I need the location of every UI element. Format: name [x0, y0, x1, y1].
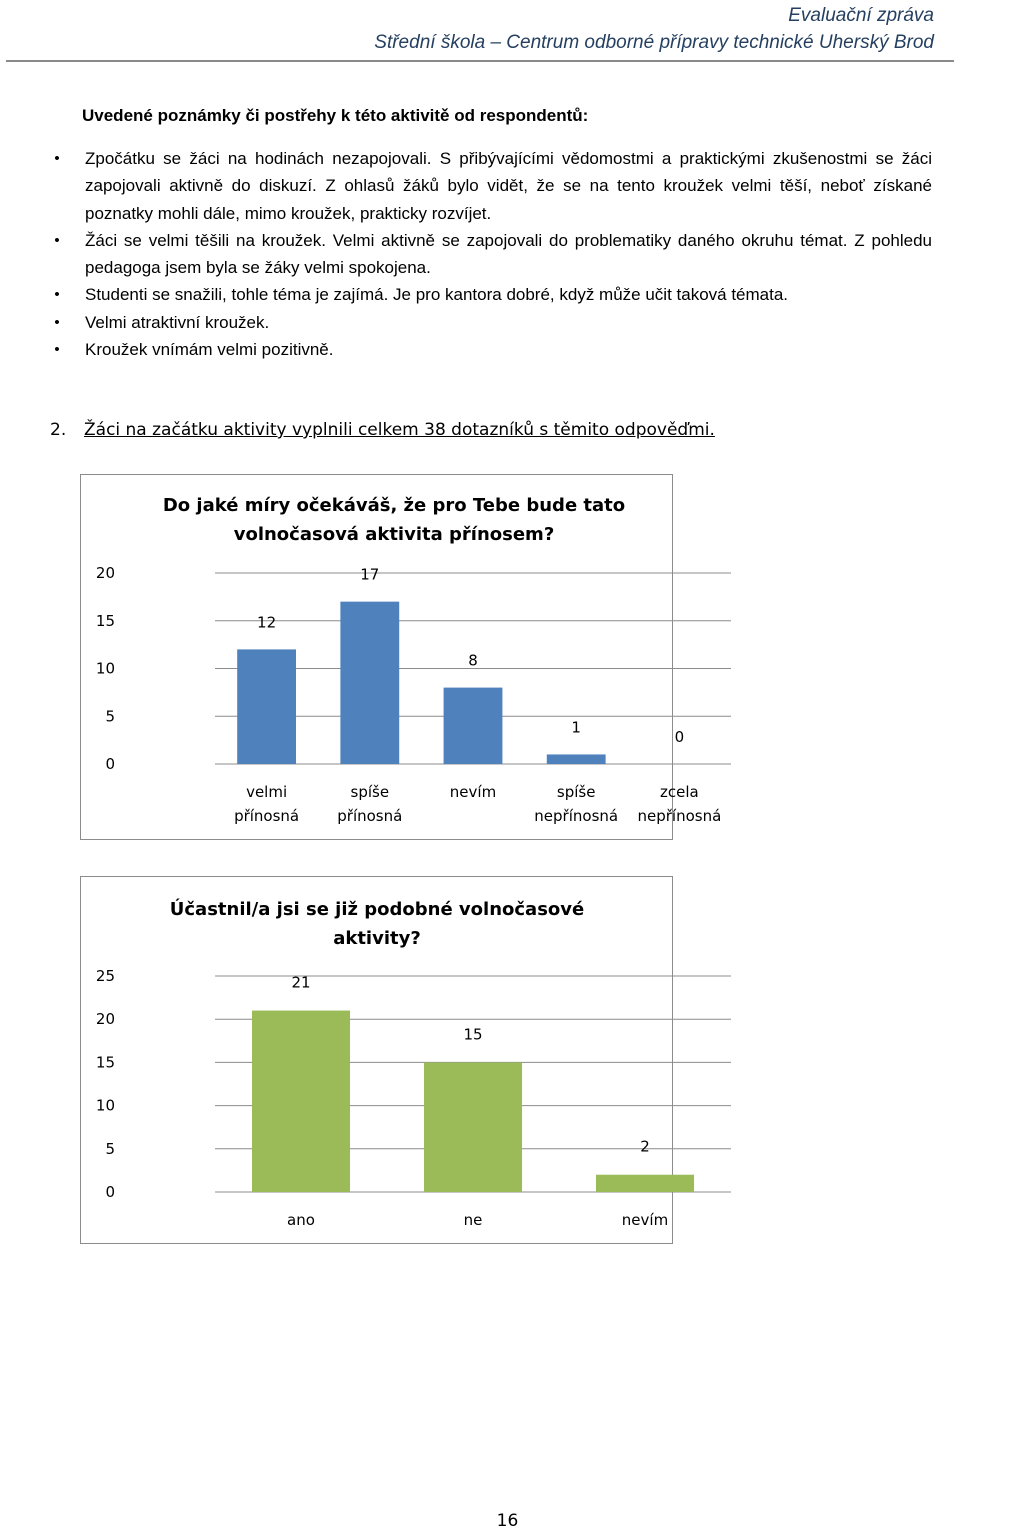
bar	[547, 754, 606, 764]
bar	[596, 1175, 694, 1192]
header-rule	[6, 60, 954, 62]
bar	[424, 1062, 522, 1192]
chart-expected-benefit-svg	[81, 475, 722, 839]
header-title: Evaluační zpráva	[788, 5, 934, 26]
bar	[340, 602, 399, 764]
bar	[237, 649, 296, 764]
notes-list	[46, 145, 932, 363]
y-tick-label: 15	[95, 1053, 115, 1072]
category-label: zcela	[660, 783, 699, 801]
section-text: Žáci na začátku aktivity vyplnili celkem 38 dotazníků s těmito odpověďmi.	[84, 420, 715, 440]
list-item	[46, 281, 932, 308]
bullet-icon: •	[54, 313, 60, 331]
bar	[252, 1011, 350, 1192]
y-tick-label: 20	[95, 1010, 115, 1029]
notes-heading: Uvedené poznámky či postřehy k této aktivitě od respondentů:	[82, 106, 589, 125]
category-label: nevím	[621, 1211, 669, 1229]
note-text: Zpočátku se žáci na hodinách nezapojovali. S přibývajícími vědomostmi a praktickými zkušenostmi se žáci zapojovali aktivně do diskuzí. Z ohlasů žáků bylo vidět, že se na tento kroužek velmi těší, neboť získané poznatky mohli dále, mimo kroužek, prakticky rozvíjet.	[85, 149, 932, 223]
list-item	[46, 227, 932, 282]
chart-title: aktivity?	[333, 928, 421, 949]
data-label: 15	[463, 1025, 483, 1044]
data-label: 21	[291, 973, 311, 992]
note-text: Žáci se velmi těšili na kroužek. Velmi aktivně se zapojovali do problematiky daného okruhu témat. Z pohledu pedagoga jsem byla se žáky velmi spokojena.	[85, 230, 932, 278]
data-label: 8	[468, 651, 478, 670]
bar	[444, 688, 503, 764]
data-label: 12	[257, 613, 277, 632]
header-school: Střední škola – Centrum odborné přípravy technické Uherský Brod	[374, 32, 934, 53]
data-label: 0	[674, 728, 685, 746]
chart-previous-participation	[80, 876, 673, 1244]
chart-title: Do jaké míry očekáváš, že pro Tebe bude tato	[162, 495, 626, 516]
list-item	[46, 336, 932, 363]
chart-previous-participation-svg	[81, 877, 672, 1243]
bullet-icon: •	[54, 150, 60, 167]
bullet-icon: •	[54, 341, 60, 359]
y-tick-label: 5	[105, 707, 115, 726]
category-label: nepřínosná	[637, 807, 722, 825]
data-label: 17	[360, 565, 380, 584]
y-tick-label: 10	[95, 659, 115, 678]
document-header	[374, 2, 934, 56]
page-number: 16	[496, 1511, 519, 1531]
data-label: 2	[640, 1137, 650, 1156]
y-tick-label: 0	[105, 755, 115, 773]
y-tick-label: 10	[95, 1096, 115, 1115]
list-item	[46, 309, 932, 336]
category-label: spíše	[350, 783, 390, 801]
note-text: Velmi atraktivní kroužek.	[85, 312, 270, 332]
category-label: nepřínosná	[534, 807, 619, 825]
category-label: přínosná	[337, 807, 403, 825]
y-tick-label: 15	[95, 611, 115, 630]
note-text: Studenti se snažili, tohle téma je zajímá. Je pro kantora dobré, když může učit taková témata.	[85, 285, 789, 305]
chart-title: Účastnil/a jsi se již podobné volnočasové	[169, 899, 585, 920]
list-item	[46, 145, 932, 227]
category-label: nevím	[449, 783, 497, 801]
chart-expected-benefit	[80, 474, 722, 840]
data-label: 1	[571, 718, 581, 737]
y-tick-label: 0	[105, 1183, 115, 1201]
section-number: 2.	[50, 420, 67, 440]
bullet-icon: •	[54, 286, 60, 304]
y-tick-label: 25	[95, 967, 115, 985]
note-text: Kroužek vnímám velmi pozitivně.	[85, 340, 334, 360]
category-label: ne	[463, 1211, 483, 1229]
category-label: ano	[287, 1211, 315, 1229]
section-heading	[50, 420, 715, 440]
bullet-icon: •	[54, 231, 60, 249]
category-label: přínosná	[234, 807, 300, 825]
chart-title: volnočasová aktivita přínosem?	[233, 524, 555, 545]
category-label: spíše	[556, 783, 596, 801]
y-tick-label: 20	[95, 564, 115, 582]
category-label: velmi	[246, 783, 288, 801]
y-tick-label: 5	[105, 1139, 115, 1158]
